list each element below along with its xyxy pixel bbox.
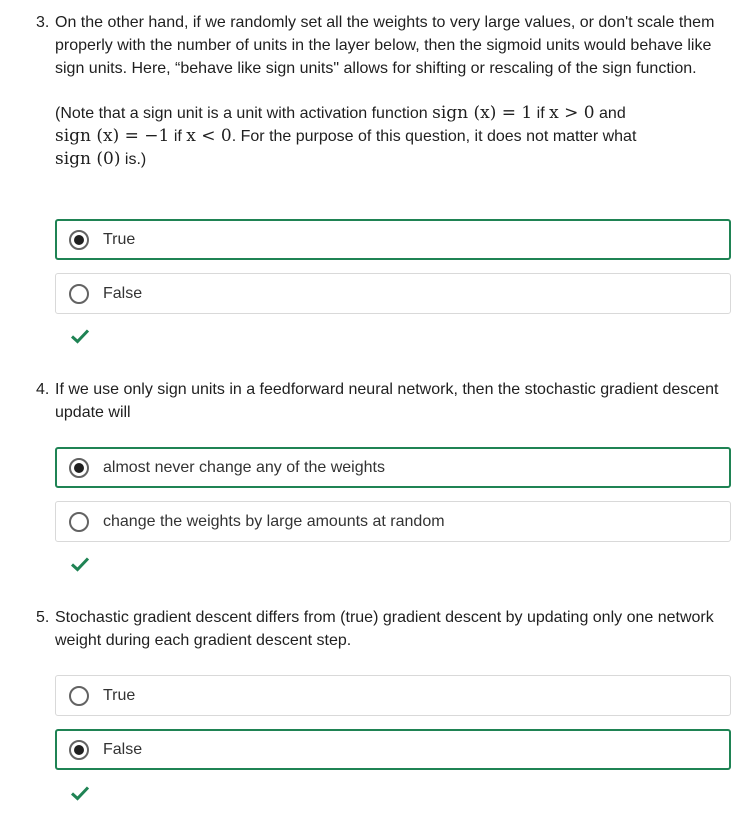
option-label: True: [103, 230, 136, 248]
option-label: almost never change any of the weights: [103, 458, 385, 476]
question-number: 4.: [36, 381, 50, 398]
math-sign-x-eq-1: sign (x) = 1: [432, 103, 533, 123]
correct-check-icon: [70, 328, 90, 344]
question-text: Stochastic gradient descent differs from (true) gradient descent by updating only one network weight during each gradient descent step.: [55, 609, 714, 649]
math-x-lt-0: x < 0: [186, 126, 232, 146]
q3-option-false[interactable]: [55, 273, 731, 314]
question-4: [36, 378, 736, 424]
math-sign-x-eq-neg1: sign (x) = −1: [55, 126, 170, 146]
option-label: change the weights by large amounts at random: [103, 512, 445, 530]
correct-check-icon: [70, 785, 90, 801]
radio-button[interactable]: [69, 686, 89, 706]
radio-button-selected[interactable]: [69, 740, 89, 760]
option-label: False: [103, 284, 143, 302]
radio-button-selected[interactable]: [69, 458, 89, 478]
question-text: If we use only sign units in a feedforward neural network, then the stochastic gradient descent update will: [55, 381, 719, 421]
q4-option-large-amounts[interactable]: [55, 501, 731, 542]
question-text: On the other hand, if we randomly set all the weights to very large values, or don't scale them properly with the number of units in the layer below, then the sigmoid units would behave like sign units. Here, “behave like sign units" allows for shifting or rescaling of the sign function.: [55, 14, 715, 77]
radio-button[interactable]: [69, 512, 89, 532]
question-number: 5.: [36, 609, 50, 626]
question-number: 3.: [36, 14, 50, 31]
radio-button-selected[interactable]: [69, 230, 89, 250]
radio-button[interactable]: [69, 284, 89, 304]
question-3: [36, 11, 736, 171]
math-sign-0: sign (0): [55, 149, 121, 169]
question-5: [36, 606, 736, 652]
math-x-gt-0: x > 0: [549, 103, 595, 123]
q3-option-true[interactable]: [55, 219, 731, 260]
q4-option-almost-never[interactable]: [55, 447, 731, 488]
option-label: True: [103, 686, 136, 704]
q5-option-true[interactable]: [55, 675, 731, 716]
q5-option-false[interactable]: [55, 729, 731, 770]
option-label: False: [103, 740, 143, 758]
question-note: (Note that a sign unit is a unit with activation function sign (x) = 1 if x > 0 and sign (x) = −1 if x < 0. For the purpose of this question, it does not matter what sign (0) is.): [55, 103, 637, 169]
correct-check-icon: [70, 556, 90, 572]
